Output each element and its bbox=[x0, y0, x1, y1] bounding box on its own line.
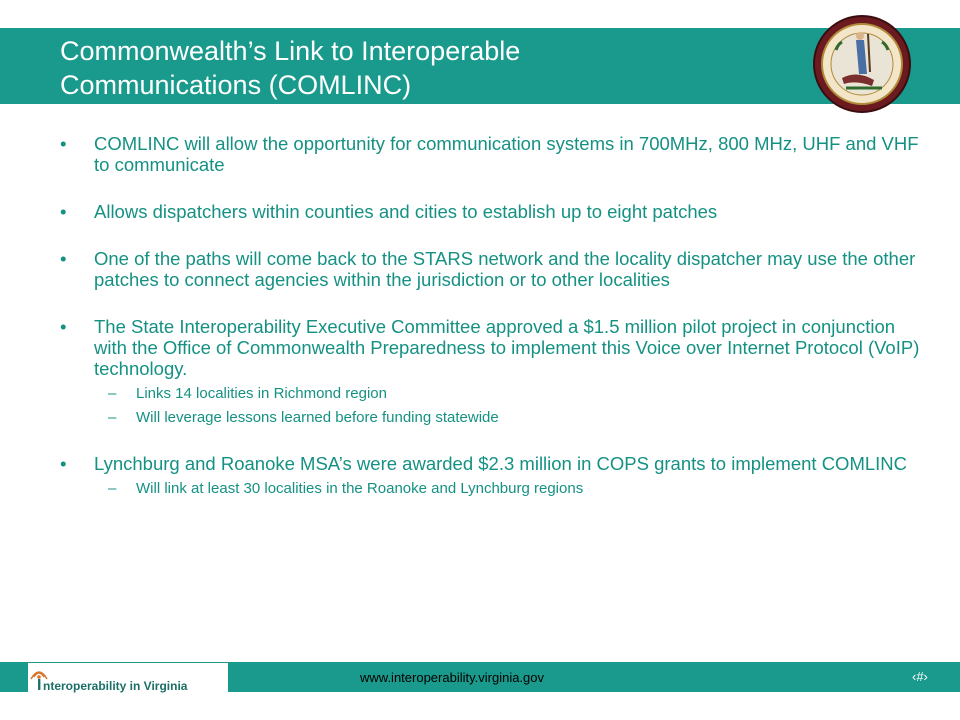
sub-bullet-marker: – bbox=[108, 409, 117, 426]
bullet-item-5 bbox=[60, 453, 920, 498]
bullet-list bbox=[60, 133, 920, 524]
sub-bullet-text: Will leverage lessons learned before funding statewide bbox=[136, 409, 499, 426]
bullet-item-1 bbox=[60, 133, 920, 175]
bullet-text: Lynchburg and Roanoke MSA’s were awarded $2.3 million in COPS grants to implement COMLINC bbox=[94, 453, 908, 474]
sub-bullet-list bbox=[60, 480, 920, 498]
bullet-text: COMLINC will allow the opportunity for communication systems in 700MHz, 800 MHz, UHF and VHF to communicate bbox=[94, 133, 919, 175]
sub-bullet-item bbox=[60, 409, 920, 427]
bullet-text: The State Interoperability Executive Committee approved a $1.5 million pilot project in conjunction with the Office of Commonwealth Preparedness to implement this Voice over Internet Protocol (VoIP) technology. bbox=[94, 316, 920, 379]
sub-bullet-item bbox=[60, 480, 920, 498]
sub-bullet-marker: – bbox=[108, 385, 117, 402]
virginia-seal-icon bbox=[812, 14, 912, 114]
sub-bullet-text: Will link at least 30 localities in the Roanoke and Lynchburg regions bbox=[136, 480, 584, 497]
footer-url: www.interoperability.virginia.gov bbox=[360, 670, 545, 685]
bullet-marker: • bbox=[60, 453, 67, 474]
bullet-item-2 bbox=[60, 201, 920, 222]
sub-bullet-marker: – bbox=[108, 480, 117, 497]
bullet-marker: • bbox=[60, 133, 67, 154]
page-number: ‹#› bbox=[912, 669, 928, 684]
sub-bullet-list bbox=[60, 385, 920, 427]
bullet-marker: • bbox=[60, 316, 67, 337]
logo-letter: I bbox=[37, 677, 42, 693]
bullet-text: One of the paths will come back to the STARS network and the locality dispatcher may use the other patches to connect agencies within the jurisdiction or to other localities bbox=[94, 248, 916, 290]
sub-bullet-item bbox=[60, 385, 920, 403]
bullet-marker: • bbox=[60, 248, 67, 269]
bullet-item-3 bbox=[60, 248, 920, 290]
slide-title-line-1: Commonwealth’s Link to Interoperable bbox=[60, 36, 521, 66]
interoperability-logo bbox=[28, 663, 228, 693]
slide-title-line-2: Communications (COMLINC) bbox=[60, 70, 412, 100]
bullet-text: Allows dispatchers within counties and cities to establish up to eight patches bbox=[94, 201, 718, 222]
bullet-item-4 bbox=[60, 316, 920, 427]
bullet-marker: • bbox=[60, 201, 67, 222]
slide-title bbox=[60, 34, 760, 102]
logo-text: nteroperability in Virginia bbox=[43, 679, 188, 693]
sub-bullet-text: Links 14 localities in Richmond region bbox=[136, 385, 387, 402]
